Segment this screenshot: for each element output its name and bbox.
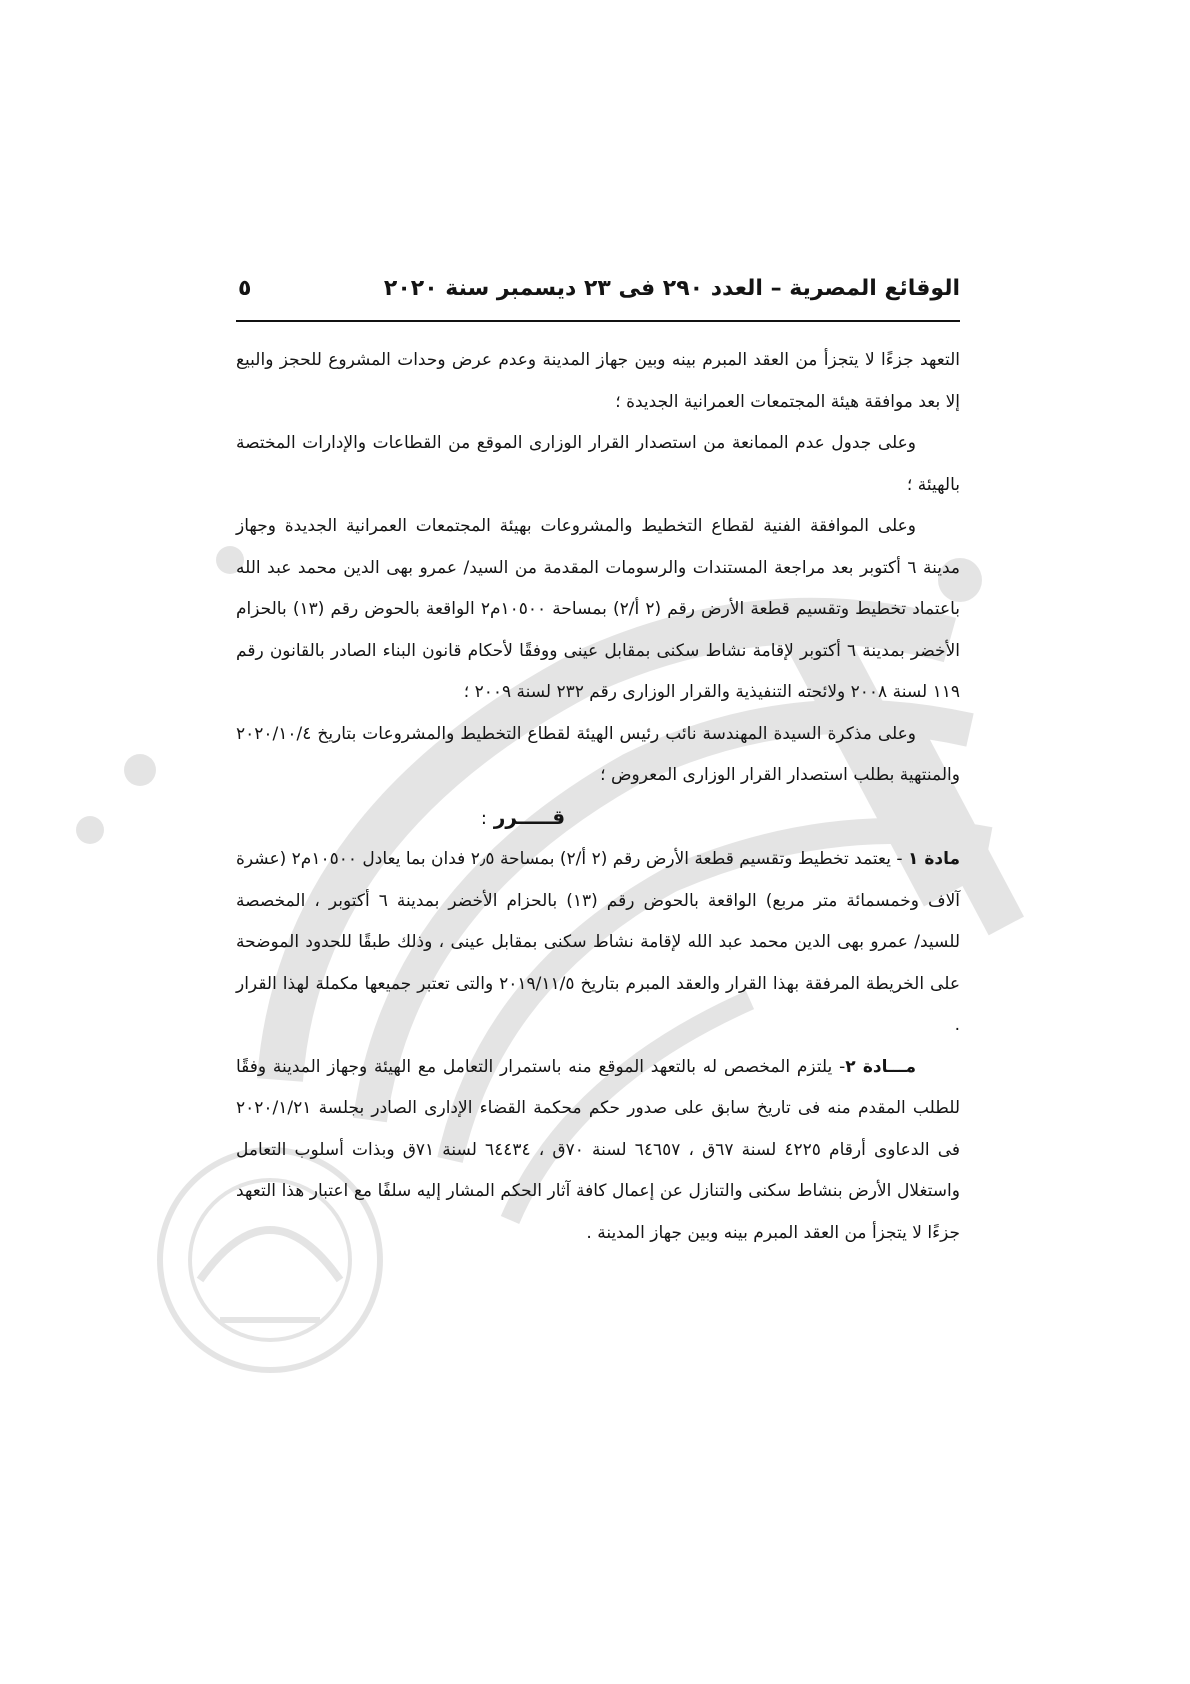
paragraph-continuation: التعهد جزءًا لا يتجزأ من العقد المبرم بينه وبين جهاز المدينة وعدم عرض وحدات المشروع للحجز والبيع إلا بعد موافقة هيئة المجتمعات العمرانية الجديدة ؛: [236, 350, 960, 412]
article-2-label: مـــادة ٢: [845, 1056, 916, 1077]
article-1-label: مادة ١: [907, 849, 960, 869]
article-2-text: - يلتزم المخصص له بالتعهد الموقع منه باستمرار التعامل مع الهيئة وجهاز المدينة وفقًا للطلب المقدم منه فى تاريخ سابق على صدور حكم محكمة القضاء الإدارى الصادر بجلسة ٢٠٢٠/١/٢١ فى الدعاوى أرقام ٤٢٢٥ لسنة ٦٧ق ، ٦٤٦٥٧ لسنة ٧٠ق ، ٦٤٤٣٤ لسنة ٧١ق وبذات أسلوب التعامل واستغلال الأرض بنشاط سكنى والتنازل عن إعمال كافة آثار الحكم المشار إليه سلفًا مع اعتبار هذا التعهد جزءًا لا يتجزأ من العقد المبرم بينه وبين جهاز المدينة .: [236, 1056, 961, 1243]
article-2: [236, 1047, 960, 1255]
decree-heading-word: قـــــرر: [493, 804, 566, 829]
paragraph-memo: وعلى مذكرة السيدة المهندسة نائب رئيس الهيئة لقطاع التخطيط والمشروعات بتاريخ ٢٠٢٠/١٠/٤ والمنتهية بطلب استصدار القرار الوزارى المعروض ؛: [236, 723, 960, 785]
header-divider: [236, 320, 960, 322]
article-1-text: - يعتمد تخطيط وتقسيم قطعة الأرض رقم (٢ أ/٢) بمساحة ٢٫٥ فدان بما يعادل ١٠٥٠٠م٢ (عشرة آلاف وخمسمائة متر مربع) الواقعة بالحوض رقم (١٣) بالحزام الأخضر بمدينة ٦ أكتوبر ، المخصصة للسيد/ عمرو بهى الدين محمد عبد الله لإقامة نشاط سكنى بمقابل عينى ، وذلك طبقًا للحدود الموضحة على الخريطة المرفقة بهذا القرار والعقد المبرم بتاريخ ٢٠١٩/١١/٥ والتى تعتبر جميعها مكملة لهذا القرار .: [236, 849, 960, 1035]
decree-heading-colon: :: [480, 807, 487, 829]
article-1: [236, 839, 960, 1047]
page-header: [238, 276, 960, 316]
document-body: [236, 340, 960, 1254]
gazette-issue-title: الوقائع المصرية – العدد ٢٩٠ فى ٢٣ ديسمبر سنة ٢٠٢٠: [383, 276, 960, 301]
paragraph-no-objection: وعلى جدول عدم الممانعة من استصدار القرار الوزارى الموقع من القطاعات والإدارات المختصة بالهيئة ؛: [236, 433, 960, 495]
paragraph-technical-approval: وعلى الموافقة الفنية لقطاع التخطيط والمشروعات بهيئة المجتمعات العمرانية الجديدة وجهاز مدينة ٦ أكتوبر بعد مراجعة المستندات والرسومات المقدمة من السيد/ عمرو بهى الدين محمد عبد الله باعتماد تخطيط وتقسيم قطعة الأرض رقم (٢ أ/٢) بمساحة ١٠٥٠٠م٢ الواقعة بالحوض رقم (١٣) بالحزام الأخضر بمدينة ٦ أكتوبر لإقامة نشاط سكنى بمقابل عينى ووفقًا لأحكام قانون البناء الصادر بالقانون رقم ١١٩ لسنة ٢٠٠٨ ولائحته التنفيذية والقرار الوزارى رقم ٢٣٢ لسنة ٢٠٠٩ ؛: [236, 516, 960, 702]
decree-heading: [236, 797, 960, 840]
page-number: ٥: [238, 276, 252, 301]
